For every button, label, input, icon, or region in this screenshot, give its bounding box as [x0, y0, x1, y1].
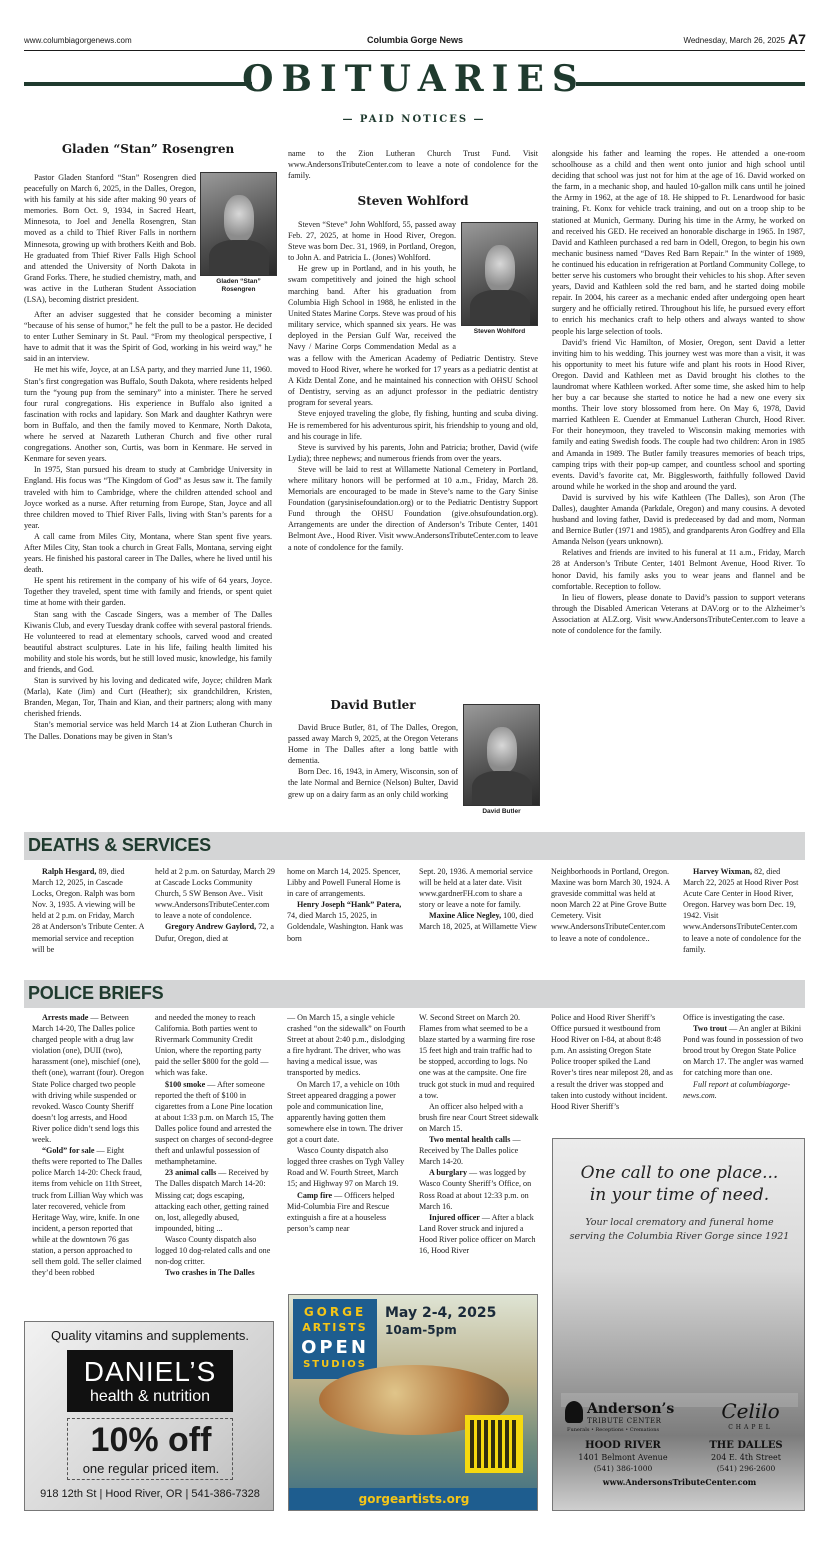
- obit-text-gladen-3: [288, 148, 538, 184]
- death-text: 82, died March 22, 2025 at Hood River Post Acute Care Center in Hood River, Oregon. Harvey was born Dec. 19, 1942. Visit www.AndersonsTributeCenter.com to leave a note of condolence for the family.: [683, 867, 801, 954]
- police-bar: [24, 980, 805, 1008]
- death-text: 100, died March 18, 2025, at Willamette View: [419, 911, 537, 932]
- brief-head: $100 smoke: [165, 1079, 206, 1089]
- brief-text: W. Second Street on March 20. Flames from what seemed to be a blaze started by a warming fire rose 15 feet high and train traffic had to be stopped, according to logs. No one was at the campsite. One fire truck got stuck in mud and required a tow.: [419, 1013, 535, 1100]
- police-col-6: [683, 1012, 805, 1124]
- death-text: held at 2 p.m. on Saturday, March 29 at Cascade Locks Community Church, 5 SW Benson Ave.. Visit www.AndersonsTributeCenter.com to leave a note of condolence.: [155, 867, 275, 921]
- header-page-number: A7: [788, 31, 806, 47]
- andersons-headline-1: One call to one place...: [580, 1163, 779, 1183]
- gorge-qr-code[interactable]: [465, 1415, 523, 1473]
- paragraph: name to the Zion Lutheran Church Trust Fund. Visit www.AndersonsTributeCenter.com to leave a note of condolence for the family.: [288, 149, 538, 181]
- brief-text: Police and Hood River Sheriff’s Office pursued it westbound from Hood River on I-84, at about 8:48 p.m. An assisting Oregon State Police trooper spiked the Land Rover’s tires near milepost 28, and as a result the driver was stopped and taken into custody without incident. Hood River Sheriff’s: [551, 1013, 673, 1111]
- andersons-web[interactable]: www.AndersonsTributeCenter.com: [602, 1477, 757, 1487]
- paragraph: He met his wife, Joyce, at an LSA party, and they married June 11, 1960. Stan’s first congregation was Buffalo, South Dakota, where residents helped turn the “young pup from the seminary” into a minister. There he served four rural congregations. His experience in Buffalo also ignited a fascination with rocks and lapidary. Son Mark and daughter Kathryn were born in Buffalo, and then the family moved to Kenmare, North Dakota, where he served at Nazareth Lutheran Church and five other rural congregations. Another son, Curtis, was born in Kenmare. He served in Kenmare for seven years.: [24, 365, 272, 464]
- deaths-col-1: [32, 866, 144, 966]
- deaths-col-3: [287, 866, 407, 966]
- paragraph: Born Dec. 16, 1943, in Amery, Wisconsin, son of the late Normal and Bernice (Nelson) Bulter, David grew up on a dairy farm as an only child working: [288, 767, 458, 799]
- brief-text: — After a black Land Rover struck and injured a Hood River police officer on March 16, Hood River: [419, 1212, 536, 1255]
- header-paper-name: Columbia Gorge News: [366, 35, 464, 45]
- brief-text: — After someone reported the theft of $100 in cigarettes from a Lone Pine location at about 1:33 p.m. on March 15, The Dalles police found and arrested the suspect on charges of second-degree theft and unlawful possession of methamphetamine.: [155, 1079, 274, 1167]
- photo-gladen: [200, 172, 277, 276]
- brief-text: Office is investigating the case.: [683, 1013, 785, 1022]
- deaths-col-2: [155, 866, 275, 966]
- section-subtitle: — PAID NOTICES —: [342, 114, 486, 125]
- gorge-l4: STUDIOS: [303, 1359, 367, 1370]
- death-text: Neighborhoods in Portland, Oregon. Maxine was born March 30, 1924. A graveside committal was held at noon March 22 at Pine Grove Butte Cemetery. Visit www.AndersonsTributeCenter.com to leave a note of condolence..: [551, 867, 670, 943]
- death-text: Sept. 20, 1936. A memorial service will be held at a later date. Visit www.gardnerFH.com to share a story or leave a note for family.: [419, 867, 533, 910]
- daniels-brand-sub: health & nutrition: [89, 1388, 211, 1405]
- brief-head: Two mental health calls: [429, 1135, 511, 1145]
- gorge-url-bar: [289, 1488, 538, 1511]
- paragraph: After an adviser suggested that he consider becoming a minister “because of his sense of humor,” he felt the pull to be a pastor. He decided to enter Luther Seminary in St. Paul. “From my theological perspective, I have to admit that it was the Spirit of God, working in his weird way,” he said in an interview.: [24, 310, 272, 364]
- paragraph: Steve will be laid to rest at Willamette National Cemetery in Portland, where military honors will be performed at 10 a.m., Friday, March 28. Memorials are encouraged to be made in Steve’s name to the Gary Sinise Foundation (garysinisefoundation.org) or to the Pediatric Dentistry Support Fund through the OHSU Foundation (give.ohsufoundation.org). Arrangements are under the direction of Anderson’s Tribute Center, 1401 Belmont Ave., Hood River. Visit www.AndersonsTributeCenter.com to leave a note of condolence for the family.: [288, 464, 538, 552]
- paragraph: Steve is survived by his parents, John and Patricia; brother, David (wife Lydia); three nephews; and numerous friends from over the years.: [288, 442, 538, 463]
- brief-head: Injured officer: [429, 1212, 480, 1222]
- deaths-col-5: [551, 866, 671, 966]
- paragraph: Pastor Gladen Stanford “Stan” Rosengren died peacefully on March 6, 2025, in the Dalles, Oregon, with his family at his side after making 90 years of memories. Born Oct. 9, 1934, in Sacred Heart, Minnesota, to Joel and Jenella Rosengren, Stan moved as a child to Thief River Falls in northern Minnesota, growing up with brothers Keith and Bob. He graduated from Thief River Falls High School and attended the University of North Dakota in Grand Forks. There, he studied chemistry, math, and was active in the Lutheran Student Association (LSA), becoming district president.: [24, 173, 196, 305]
- gorge-url[interactable]: gorgeartists.org: [358, 1492, 470, 1506]
- paragraph: David’s friend Vic Hamilton, of Mosier, Oregon, sent David a letter inviting him to his wedding. This journey west was more than a visit, it was his opportunity to meet his future wife and plant his roots in Hood River, Oregon. David and Kathleen met as David brought his clothes to the laundromat where Kathleen worked. After some time, she asked him to help her buy a car because she started to notice he had a new one every six months. Their love story blossomed from here. On May 6, 1978, David married Kathleen E. Cuender at Emmanuel Lutheran Church, Hood River. For their honeymoon, they traveled to Wisconsin making memories with family and eating Swedish foods. The couple had two children: Aron in 1985 and Amanda in 1989. The Butler family treasures memories of beach trips, camping trips with their pop-up camper, and countless school and sporting events. David’s favorite cat, Mr. Bigglesworth, faithfully followed David around while he worked in the shop and around the yard.: [552, 337, 805, 491]
- andersons-sub-1: Your local crematory and funeral home: [585, 1217, 774, 1228]
- brief-text: On March 17, a vehicle on 10th Street appeared dragging a power pole and communication line, apparently having gotten them somewhere else in town. The driver got a court date.: [287, 1079, 403, 1145]
- deaths-col-4: [419, 866, 539, 966]
- daniels-tagline: Quality vitamins and supplements.: [51, 1328, 249, 1343]
- brief-text: An officer also helped with a brush fire near Court Street sidewalk on March 15.: [419, 1101, 539, 1133]
- gorge-logo-box: [293, 1299, 377, 1379]
- ad-daniels[interactable]: [24, 1321, 274, 1511]
- police-col-3: [287, 1012, 407, 1290]
- paragraph: David Bruce Butler, 81, of The Dalles, Oregon, passed away March 9, 2025, at the Oregon Veterans Home in The Dalles after a long battle with dementia.: [288, 723, 458, 766]
- death-name: Harvey Wixman,: [693, 867, 753, 876]
- paragraph: In 1975, Stan pursued his dream to study at Cambridge University in England. His focus was “The Kingdom of God” as Jesus saw it. The family traveled with him to Cambridge, where the children attended school and Joyce worked as a nurse. After returning from Europe, Stan, Joyce and all three children moved to Thief River Falls, living with Stan’s parents for a year.: [24, 465, 272, 530]
- brief-text: — Officers helped Mid-Columbia Fire and Rescue extinguish a fire at a houseless person’s camp near: [287, 1190, 395, 1233]
- gorge-l1: GORGE: [303, 1305, 367, 1319]
- paragraph: Steven “Steve” John Wohlford, 55, passed away Feb. 27, 2025, at home in Hood River, Oregon. Steve was born Dec. 31, 1969, in Portland, Oregon, to John A. and Patricia L. (Jones) Wohlford.: [288, 220, 456, 263]
- hr-phone[interactable]: (541) 386-1000: [593, 1464, 653, 1473]
- header-website: www.columbiagorgenews.com: [24, 36, 132, 45]
- police-col-1: [32, 1012, 144, 1312]
- obit-text-steven-2: [288, 353, 538, 665]
- paragraph: Stan is survived by his loving and dedicated wife, Joyce; children Mark (Marla), Kate (Jim) and Curt (Heather); six grandchildren, Kristen, Branden, Megan, Tor, Thain and Kian, and their partners; along with many cherished friends.: [24, 676, 272, 719]
- brief-footer: Full report at columbiagorge-news.com.: [683, 1079, 791, 1100]
- ad-gorge-artists[interactable]: [288, 1294, 538, 1511]
- brief-head: A burglary: [429, 1168, 467, 1178]
- paragraph: David is survived by his wife Kathleen (The Dalles), son Aron (The Dalles), daughter Amanda (Parkdale, Oregon) and many cousins. A devoted husband and loving father, David is predeceased by dad and mom, Norman and Bernice Butler (1971 and 1985), and grandparents Aron Godfrey and Ella Amanda Nelson (years unknown).: [552, 492, 805, 547]
- paragraph: A call came from Miles City, Montana, where Stan spent five years. After Miles City, Stan took a church in Great Falls, Montana, serving eight years. He finished his pastoral career in The Dalles, where he lived until his death.: [24, 531, 272, 575]
- brief-head: Two trout: [693, 1024, 728, 1034]
- brief-text: — An angler at Bikini Pond was found in possession of two brood trout by Oregon State Police on March 17. The angler was warned for catching more than one.: [683, 1024, 804, 1078]
- paragraph: was a fellow with the American Academy of Pediatric Dentistry. Steve moved to Hood River, where he worked for 17 years as a pediatric dentist at A Kidz Dental Zone, and he maintained his connection with OHSU School of Dentistry, serving as an adjunct professor in the pediatric dentistry program for several years.: [288, 353, 538, 408]
- gorge-hours: 10am-5pm: [385, 1323, 457, 1337]
- police-col-4: [419, 1012, 539, 1290]
- andersons-sub-2: serving the Columbia River Gorge since 1921: [569, 1231, 790, 1242]
- gorge-l3: OPEN: [301, 1337, 369, 1358]
- brief-head: Two crashes in The Dalles: [165, 1268, 255, 1278]
- death-name: Henry Joseph “Hank” Patera,: [297, 900, 402, 910]
- celilo-logo: Celilo: [721, 1399, 780, 1423]
- andersons-logo-name: Anderson’s: [587, 1401, 675, 1417]
- deaths-title: DEATHS & SERVICES: [28, 835, 211, 855]
- deaths-bar: [24, 832, 805, 860]
- obit-name-gladen: Gladen “Stan” Rosengren: [61, 142, 235, 156]
- daniels-coupon: [67, 1418, 233, 1480]
- death-text: 72, a Dufur, Oregon, died at: [155, 922, 274, 943]
- death-name: Gregory Andrew Gaylord,: [165, 922, 257, 932]
- obit-text-david-1: [288, 722, 458, 822]
- brief-head: Arrests made: [42, 1013, 89, 1022]
- daniels-offer: 10% off: [90, 1421, 212, 1459]
- daniels-offer-sub: one regular priced item.: [82, 1461, 220, 1476]
- brief-text: and needed the money to reach California. Both parties went to Rivermark Community Credit Union, where the reporting party paid the seller $800 for the gold — which was fake.: [155, 1013, 269, 1078]
- hr-city: HOOD RIVER: [585, 1440, 661, 1451]
- hr-address: 1401 Belmont Avenue: [578, 1453, 668, 1462]
- caption-steven: Steven Wohlford: [473, 328, 526, 335]
- tree-icon: [565, 1401, 583, 1423]
- brief-text: Wasco County dispatch also logged three crashes on Tygh Valley Road and W. Fourth Street, March 15; and Highway 97 on March 19.: [287, 1146, 405, 1189]
- daniels-logo-box: [67, 1350, 233, 1412]
- brief-text: — Received by The Dalles police March 14-20.: [419, 1135, 521, 1167]
- brief-head: “Gold” for sale: [42, 1146, 95, 1156]
- daniels-address: 918 12th St | Hood River, OR | 541-386-7328: [40, 1488, 260, 1500]
- death-text: 89, died March 12, 2025, in Cascade Locks, Oregon. Ralph was born Nov. 3, 1935. A viewing will be held at 2 p.m. on Friday, March 28 at Anderson’s Tribute Center. A memorial service and reception will be: [32, 867, 144, 954]
- paragraph: In lieu of flowers, please donate to David’s passion to support veterans through the Disabled American Veterans at DAV.org or to the Alzheimer’s Association at ALZ.org. Visit www.AndersonsTributeCenter.com to leave a note of condolence for the family.: [552, 592, 805, 636]
- deaths-col-6: [683, 866, 803, 966]
- daniels-brand: DANIEL’S: [83, 1356, 217, 1387]
- paragraph: Relatives and friends are invited to his funeral at 11 a.m., Friday, March 28 at Anderson’s Tribute Center, 1401 Belmont Avenue, Hood River. To honor David, his family asks you to wear jeans and flannel and be comfortable. Reception to follow.: [552, 548, 805, 591]
- death-name: Maxine Alice Negley,: [429, 911, 502, 921]
- brief-head: Camp fire: [297, 1190, 333, 1200]
- paragraph: Stan’s memorial service was held March 14 at Zion Lutheran Church in The Dalles. Donations may be given in Stan’s: [24, 720, 272, 741]
- andersons-headline-2: in your time of need.: [589, 1185, 770, 1205]
- police-title: POLICE BRIEFS: [28, 983, 164, 1003]
- gorge-l2: ARTISTS: [302, 1321, 368, 1334]
- td-city: THE DALLES: [709, 1440, 783, 1451]
- brief-text: — Eight thefts were reported to The Dalles police March 14-20: Check fraud, items from vehicle on 11th Street, truck from Lillian Way which was later recovered, vehicle from Heritage Way, wire, knife. In one incident, a person reported that while at the downtown 76 gas station, a person approached to sell them gold. The seller claimed they’d been robbed: [32, 1146, 143, 1278]
- obit-text-gladen-2: [24, 309, 272, 826]
- paragraph: He grew up in Portland, and in his youth, he swam competitively and joined the high school marching band. After his graduation from Columbia High School in 1988, he enlisted in the United States Marine Corps. Steve was proud of his military service, which spanned six years. He was deployed in the Persian Gulf War, received the Navy / Marine Corps Commendation Medal as a: [288, 264, 456, 352]
- header-rule: [24, 50, 805, 51]
- brief-head: 23 animal calls: [165, 1168, 217, 1178]
- brief-text: — Between March 14-20, The Dalles police charged people with a drug law violation (one), DUII (two), harassment (one), mischief (one), theft (one), warrant (four). Oregon State Police charged two people with driving while suspended or revoked. Wasco County Sheriff doesn’t log arrests, and Hood River police didn’t send logs this week.: [32, 1013, 144, 1145]
- death-name: Ralph Hesgard,: [42, 867, 97, 876]
- caption-gladen: Gladen “Stan” Rosengren: [216, 278, 261, 293]
- obit-text-gladen-1: [24, 172, 196, 309]
- gorge-dates: May 2-4, 2025: [385, 1305, 497, 1321]
- brief-text: — Received by The Dalles dispatch March 14-20: Missing cat; dogs escaping, attacking each other, getting rained on, lost, allegedly abused, impounded, biting ...: [155, 1168, 269, 1233]
- td-address: 204 E. 4th Street: [711, 1453, 781, 1462]
- td-phone[interactable]: (541) 296-2600: [716, 1464, 776, 1473]
- police-col-2: [155, 1012, 275, 1312]
- brief-text: Wasco County dispatch also logged 10 dog-related calls and one non-dog critter.: [155, 1234, 271, 1267]
- paragraph: Steve enjoyed traveling the globe, fly fishing, hunting and scuba diving. He is remembered for his adventurous spirit, his friendship to young and old, and his courage in life.: [288, 409, 538, 441]
- celilo-sub: CHAPEL: [728, 1424, 773, 1431]
- obit-text-steven-1: [288, 219, 456, 353]
- photo-david: [463, 704, 540, 806]
- police-col-5: [551, 1012, 673, 1124]
- andersons-logo-tag: Funerals • Receptions • Cremations: [567, 1427, 660, 1433]
- paragraph: alongside his father and learning the ropes. He attended a one-room schoolhouse as a child and then went onto junior and high school until deciding that school was just not for him at the age of 16. David worked on the farm, in a mechanic shop, and hauled 10-gallon milk cans until he joined the Army in 1962, at the age of 18. He shipped to Ft. Lenardwood for basic training, Ft. Konx for vehicle track training, and out on a troop ship to be stationed at Munich, Germany. During his time in the Army, he worked on and received his GED. He received an honorable discharge in 1965. In 1987, David and Kathleen purchased a red barn in Odell, Oregon, to begin his own mechanic business named “Daves Red Barn Repair.” In the winter of 1989, he continued his education in refrigeration at Portland Community College, to better serve his customers who brought their vehicles to his shop. After seven years, David and Kathleen sold the red barn, and he started doing mobile repair. In 2004, his career as a mechanic ended after undergoing open heart surgery and he officially retired. Throughout his life, he pursued every effort to enrich his mechanics craft to help others and always wanted to show people his large selection of tools.: [552, 149, 805, 336]
- death-text: 74, died March 15, 2025, in Goldendale, Washington. Hank was born: [287, 911, 403, 943]
- death-text: home on March 14, 2025. Spencer, Libby and Powell Funeral Home is in care of arrangements.: [287, 867, 401, 899]
- ad-andersons[interactable]: [552, 1138, 805, 1511]
- header-date: Wednesday, March 26, 2025: [683, 36, 785, 45]
- caption-david: David Butler: [482, 808, 521, 815]
- section-title: OBITUARIES: [242, 58, 586, 100]
- paragraph: He spent his retirement in the company of his wife of 64 years, Joyce. Together they traveled, spent time with family and friends, or spent quiet time at home with their garden.: [24, 576, 272, 608]
- brief-text: — was logged by Wasco County Sheriff’s Office, on Ross Road at about 12:33 p.m. on March 16.: [419, 1168, 532, 1211]
- obit-text-david-2: [552, 148, 805, 760]
- andersons-logo-sub: TRIBUTE CENTER: [587, 1417, 662, 1425]
- paragraph: Stan sang with the Cascade Singers, was a member of The Dalles Kiwanis Club, and every Tuesday drank coffee with several pastoral friends. He volunteered to read at elementary schools, carved wood and created beautiful abstract sculptures. Late in his life, failing health limited his mobility and stole his words, but he still loved music, knowledge, his family and friends, and God.: [24, 609, 272, 674]
- brief-text: — On March 15, a single vehicle crashed “on the sidewalk” on Fourth Street at about 2:40 p.m., dislodging a fire hydrant. The driver, who was having a medical issue, was transported by medics.: [287, 1013, 406, 1078]
- obit-name-david: David Butler: [330, 698, 416, 712]
- obit-name-steven: Steven Wohlford: [357, 194, 469, 208]
- photo-steven: [461, 222, 538, 326]
